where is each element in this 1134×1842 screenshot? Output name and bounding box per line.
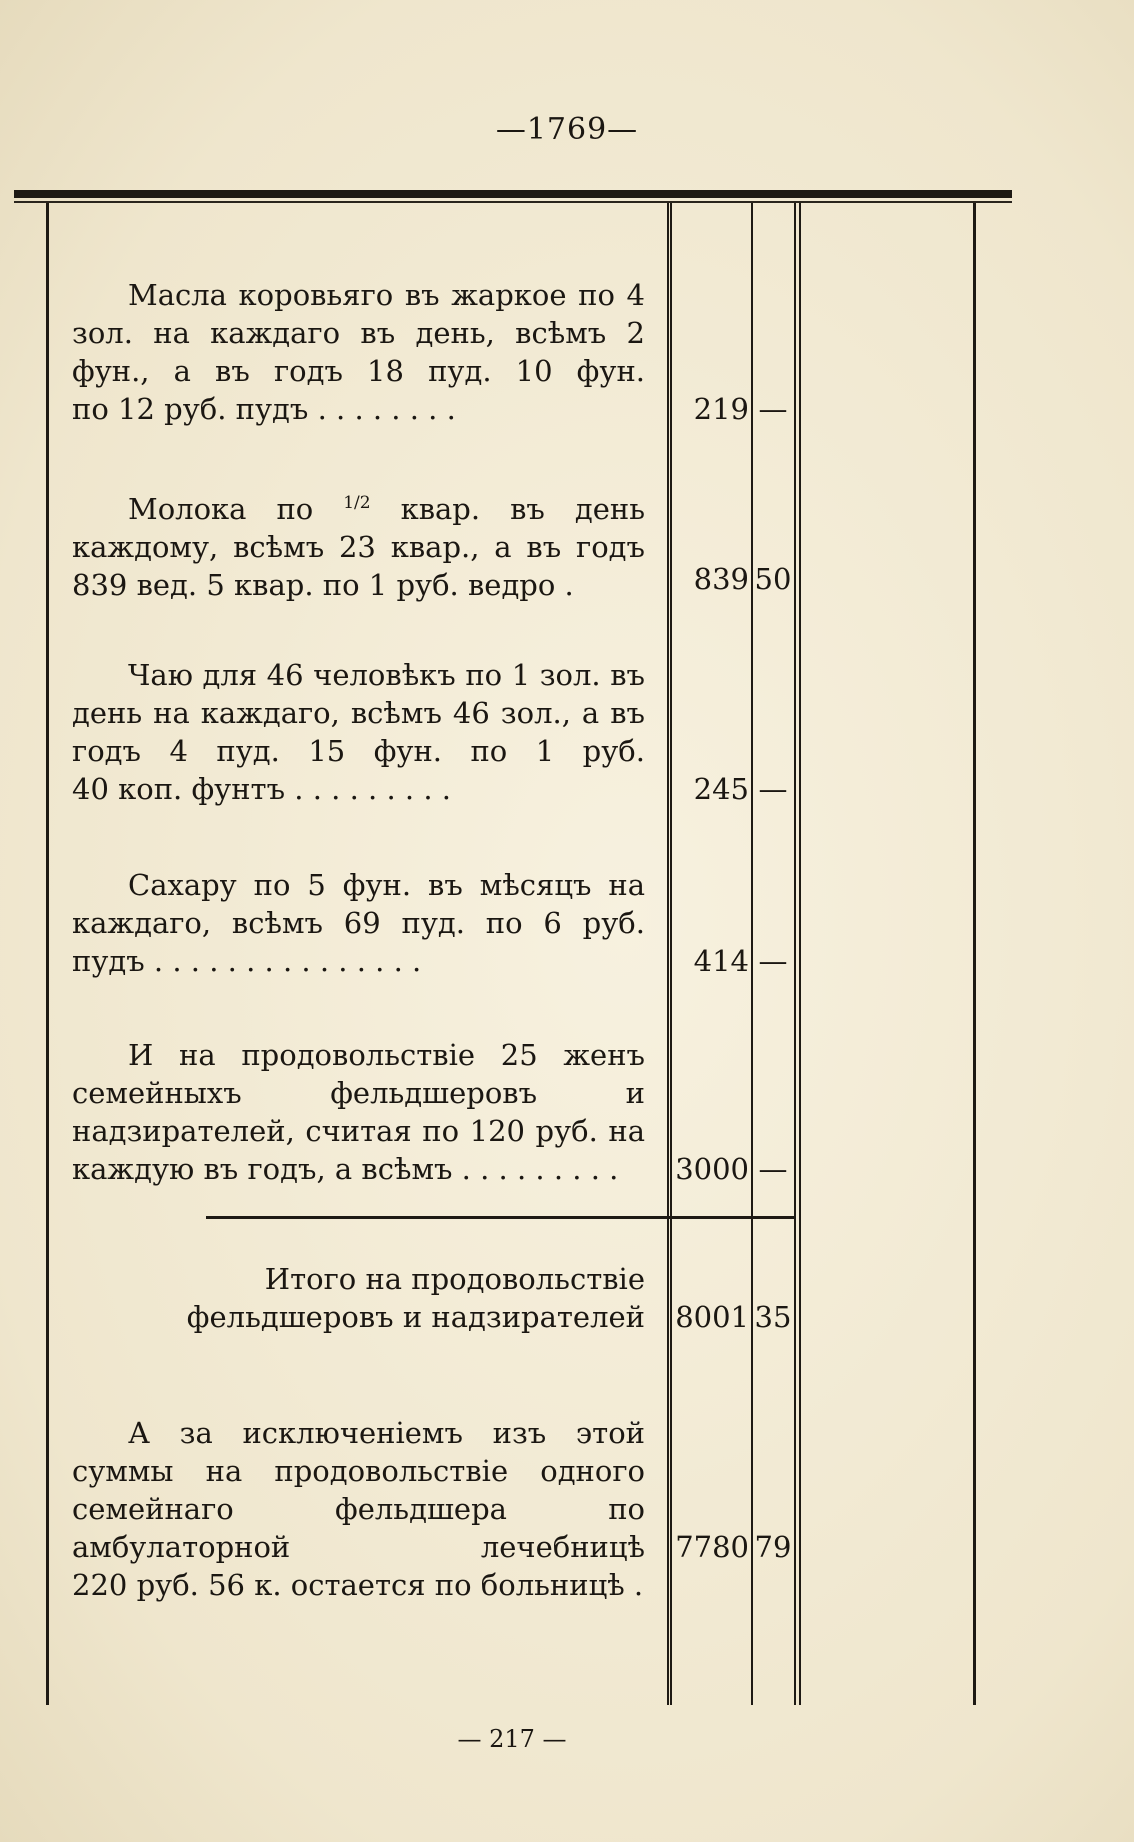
- entry-milk: [72, 484, 645, 604]
- entry-tea: [72, 656, 645, 808]
- entry-kopecks: —: [758, 772, 788, 806]
- kopecks-column-right-rule-inner: [799, 203, 801, 1705]
- entry-rubles: 219: [693, 392, 749, 426]
- total-label-line2: фельдшеровъ и надзирателей: [186, 1300, 645, 1334]
- header-thin-rule: [14, 201, 1012, 203]
- entry-rubles: 245: [693, 772, 749, 806]
- entry-text-b: квар. въ день каждому, всѣмъ 23 квар., а въ годъ: [72, 492, 645, 564]
- entry-text: Масла коровьяго въ жаркое по 4 зол. на каждаго въ день, всѣмъ 2 фун., а въ годъ 18 пуд. 10 фун.: [72, 278, 645, 388]
- entry-fraction: 1/2: [343, 493, 371, 513]
- total-kopecks: 35: [754, 1300, 792, 1334]
- table-left-border: [46, 203, 49, 1705]
- entry-kopecks: —: [758, 392, 788, 426]
- entry-text: Чаю для 46 человѣкъ по 1 зол. въ день на каждаго, всѣмъ 46 зол., а въ годъ 4 пуд. 15 фун. по 1 руб.: [72, 658, 645, 768]
- entry-text: А за исключеніемъ изъ этой суммы на продовольствіе одного семейнаго фельдшера по амбулаторной лечебницѣ: [72, 1416, 645, 1564]
- total-label: [72, 1260, 645, 1336]
- entry-exclusion: [72, 1414, 645, 1604]
- entry-last-line: 40 коп. фунтъ . . . . . . . . .: [72, 772, 451, 806]
- entry-kopecks: 50: [754, 562, 792, 596]
- entry-last-line: годъ, а всѣмъ . . . . . . . . .: [247, 1152, 619, 1186]
- exclusion-kopecks: 79: [754, 1530, 792, 1564]
- entry-rubles: 414: [693, 944, 749, 978]
- exclusion-rubles: 7780: [675, 1530, 749, 1564]
- entry-text-a: Молока по: [128, 492, 344, 526]
- total-rubles: 8001: [675, 1300, 749, 1334]
- entry-wives: [72, 1036, 645, 1188]
- entry-last-line: 220 руб. 56 к. остается по больницѣ .: [72, 1568, 644, 1602]
- entry-sugar: [72, 866, 645, 980]
- entry-butter: [72, 276, 645, 428]
- kopecks-column-right-rule: [794, 203, 796, 1705]
- table-right-border: [973, 203, 976, 1705]
- entry-text: Сахару по 5 фун. въ мѣсяцъ на каждаго, всѣмъ 69 пуд. по 6 руб.: [72, 868, 645, 940]
- page-header-number: —1769—: [495, 112, 639, 147]
- page-footer-number: — 217 —: [457, 1725, 567, 1753]
- total-label-line1: Итого на продовольствіе: [264, 1262, 645, 1296]
- entry-kopecks: —: [758, 1152, 788, 1186]
- entry-text: И на продовольствіе 25 женъ семейныхъ фельдшеровъ и надзирателей, считая по 120 руб. на каждую въ: [72, 1038, 645, 1186]
- entry-rubles: 839: [693, 562, 749, 596]
- header-double-rule: [14, 190, 1012, 198]
- entry-kopecks: —: [758, 944, 788, 978]
- entry-rubles: 3000: [675, 1152, 749, 1186]
- rubles-column-left-rule: [667, 203, 669, 1705]
- total-rule: [206, 1216, 796, 1219]
- entry-last-line: 839 вед. 5 квар. по 1 руб. ведро .: [72, 568, 574, 602]
- entry-last-line: по 12 руб. пудъ . . . . . . . .: [72, 392, 456, 426]
- entry-last-line: пудъ . . . . . . . . . . . . . . .: [72, 944, 422, 978]
